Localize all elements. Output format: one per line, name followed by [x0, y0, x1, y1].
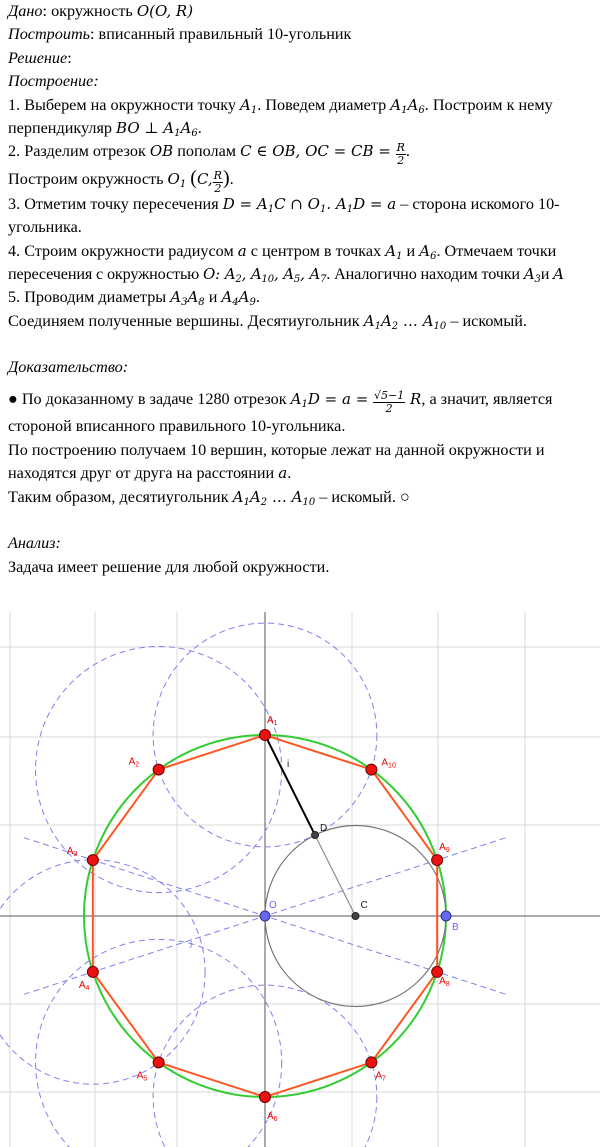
vertex-label-a4: $A_4$	[78, 979, 90, 992]
label-o: O	[269, 900, 277, 911]
construction-circle-aux	[36, 939, 282, 1147]
given-math: O(O, R)	[136, 2, 194, 20]
solution-text	[8, 0, 600, 579]
vertex-label-sub: 2	[135, 761, 140, 769]
vertex-a9	[432, 855, 443, 866]
step-1b: перпендикуляр BO ⊥ $A_1A_6$.	[8, 118, 202, 139]
label-d: D	[320, 823, 328, 835]
construct-line: Построить: вписанный правильный 10-угольник	[8, 25, 352, 44]
vertex-label-a7: $A_7$	[375, 1070, 386, 1083]
proof-line-2: стороной вписанного правильного 10-угольника.	[8, 417, 346, 436]
vertex-label-a3: $A_3$	[66, 846, 78, 859]
fraction-r-2: $\frac{R}{2}$	[396, 141, 405, 168]
proof-line-4: находятся друг от друга на расстоянии a.	[8, 464, 292, 483]
vertex-label-sub: 5	[143, 1075, 148, 1083]
label-b: B	[452, 922, 459, 933]
point-c	[352, 913, 359, 920]
vertex-a4	[87, 966, 98, 977]
given-label: Дано	[8, 2, 43, 20]
vertex-label-sub: 6	[273, 1116, 278, 1123]
vertex-a10	[366, 764, 377, 775]
vertex-label-sub: 4	[85, 984, 90, 992]
proof-line-1: ● По доказанному в задаче 1280 отрезок $A_1D = a$ = $\frac{√5-1}{2}$ R, а значит, является	[8, 389, 553, 416]
step-4a: 4. Строим окружности радиусом a с центром в точках $A_1$ и $A_6$. Отмечаем точки	[8, 241, 557, 262]
segment-a1d	[265, 735, 315, 835]
construct-label: Построить	[8, 25, 90, 44]
label-i: i	[287, 759, 290, 770]
point-o	[260, 911, 270, 921]
analysis-text: Задача имеет решение для любой окружности.	[8, 557, 330, 576]
vertex-a2	[153, 764, 164, 775]
step-4b: пересечения с окружностью O: $A_2$, $A_{10}$, $A_5$, $A_7$. Аналогично находим точки $A_3и$ A	[8, 264, 564, 285]
construction-heading: Построение:	[8, 72, 99, 91]
analysis-heading: Анализ:	[8, 534, 61, 553]
proof-line-3: По построению получаем 10 вершин, которые лежат на данной окружности и	[8, 440, 545, 459]
step-2a: 2. Разделим отрезок OB пополам C ∈ OB, OC = CB = $\frac{R}{2}$ .	[8, 141, 410, 168]
vertex-label-sub: 10	[388, 762, 396, 770]
vertex-label-sub: 7	[382, 1075, 386, 1083]
proof-heading: Доказательство:	[8, 358, 129, 377]
fraction-golden: $\frac{√5-1}{2}$	[374, 389, 405, 416]
vertex-a3	[87, 855, 98, 866]
label-c: C	[360, 900, 368, 911]
join-line: Соединяем полученные вершины. Десятиугольник $A_1A_2$ … $A_{10}$ – искомый.	[8, 311, 527, 332]
vertex-a6	[260, 1092, 271, 1103]
vertex-label-sub: 8	[445, 980, 450, 988]
point-d	[312, 832, 319, 839]
given-line: Дано: окружность O(O, R)	[8, 2, 194, 20]
step-2b: Построим окружность $O_1$ (C, $\frac{R}{2}$ ).	[8, 166, 234, 195]
vertex-label-a5: $A_5$	[136, 1070, 148, 1083]
vertex-label-sub: 3	[73, 851, 78, 859]
vertex-label-a8: $A_8$	[439, 975, 450, 988]
qed-symbol: ○	[399, 487, 410, 506]
vertex-a7	[366, 1057, 377, 1068]
step-3b: угольника.	[8, 218, 82, 237]
label-j: j	[190, 938, 193, 949]
vertex-label-a6: $A_6$	[267, 1111, 278, 1123]
vertex-label-a9: $A_9$	[439, 842, 450, 855]
step-5: 5. Проводим диаметры $A_3A_8$ и $A_4A_9$.	[8, 288, 260, 309]
point-b	[441, 911, 451, 921]
vertex-a1	[260, 730, 271, 741]
step-3a: 3. Отметим точку пересечения $D = A_1C$ ∩ $O_1$. $A_1D = a$ – сторона искомого 10-	[8, 194, 560, 215]
proof-line-5: Таким образом, десятиугольник $A_1A_2$ … $A_{10}$ – искомый. ○	[8, 487, 410, 508]
vertex-a5	[153, 1057, 164, 1068]
vertex-label-sub: 1	[273, 720, 278, 727]
step-1a: 1. Выберем на окружности точку $A_1$. Поведем диаметр $A_1A_6$. Построим к нему	[8, 95, 553, 116]
segment-dc	[315, 835, 355, 916]
vertex-label-sub: 9	[445, 847, 450, 855]
vertex-label-a2: $A_2$	[128, 756, 140, 769]
vertex-label-a10: $A_{10}$	[381, 757, 396, 770]
construction-circle-aux	[0, 860, 205, 1084]
solution-heading: Решение:	[8, 48, 72, 67]
decagon-construction-figure	[0, 612, 600, 1147]
vertex-label-a1: $A_1$	[267, 715, 278, 727]
